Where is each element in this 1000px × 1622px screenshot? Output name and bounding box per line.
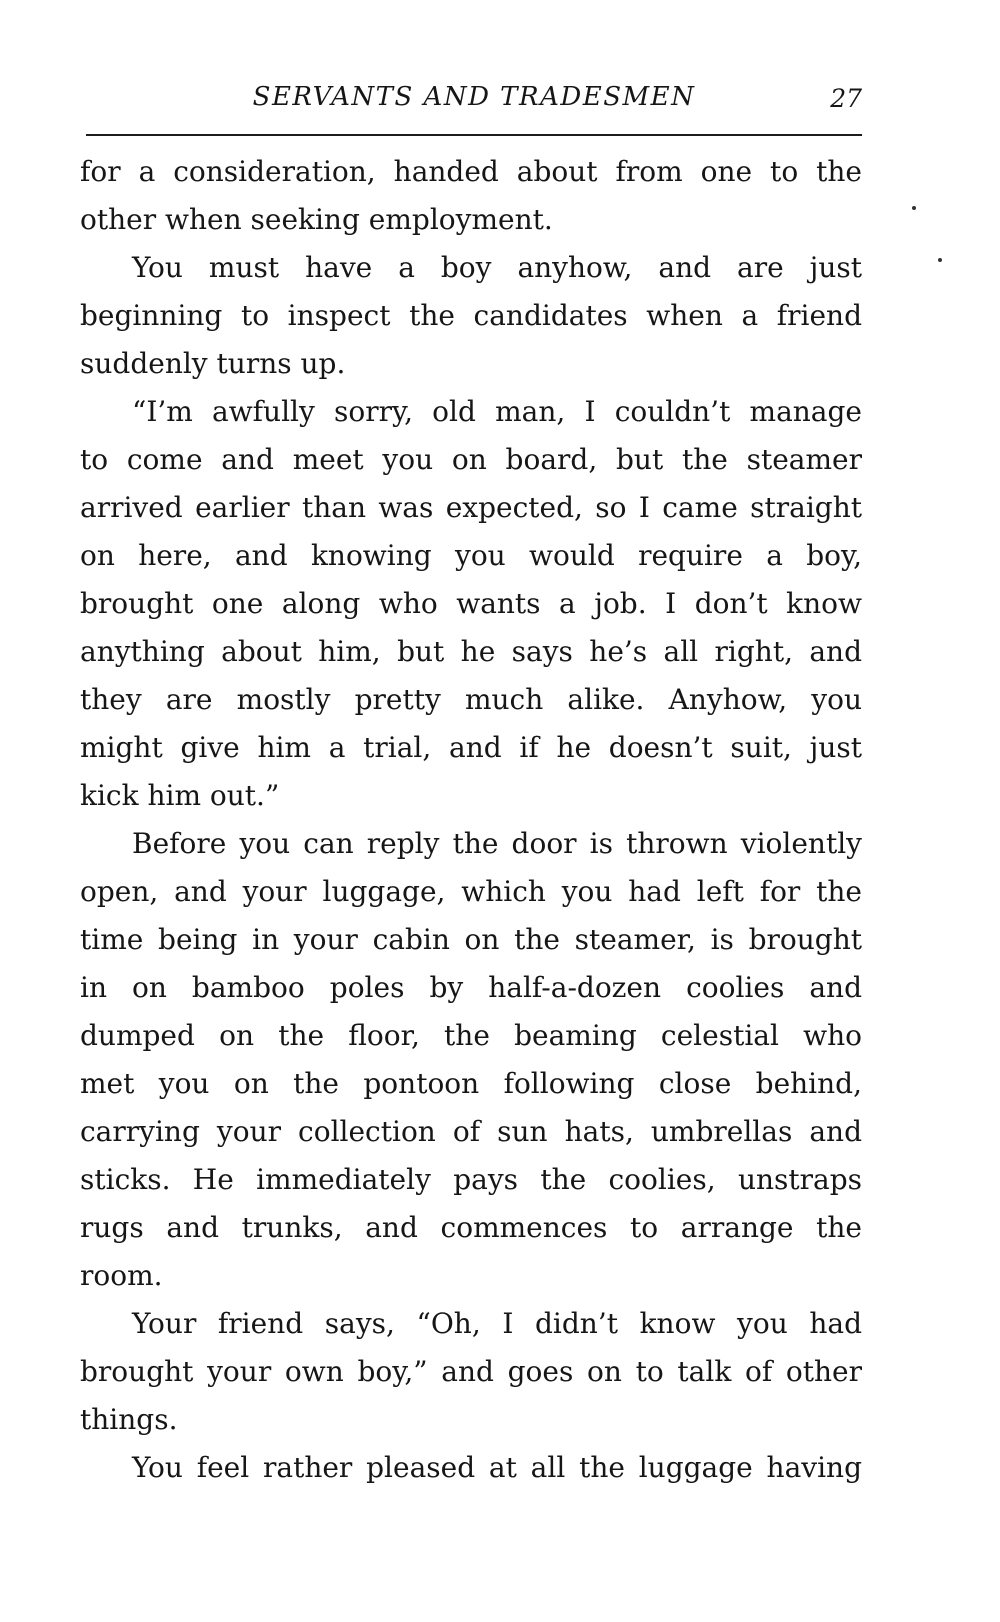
page-number: 27 [830, 84, 862, 113]
text-line: in on bamboo poles by half-a-dozen coolies and [80, 971, 862, 1004]
text-line: they are mostly pretty much alike. Anyhow, you [80, 683, 862, 716]
text-line: dumped on the floor, the beaming celestial who [80, 1019, 862, 1052]
text-line: might give him a trial, and if he doesn’t suit, just [80, 731, 862, 764]
text-line: room. [80, 1259, 163, 1292]
text-line: for a consideration, handed about from one to the [80, 155, 862, 188]
running-title: SERVANTS AND TRADESMEN [252, 82, 696, 112]
text-line: arrived earlier than was expected, so I came straight [80, 491, 862, 524]
ink-speck [938, 258, 942, 262]
text-line: rugs and trunks, and commences to arrange the [80, 1211, 862, 1244]
text-line: to come and meet you on board, but the steamer [80, 443, 862, 476]
text-line: suddenly turns up. [80, 347, 346, 380]
text-line: things. [80, 1403, 178, 1436]
body-text [80, 148, 862, 1492]
text-line: brought your own boy,” and goes on to talk of other [80, 1355, 862, 1388]
running-head [86, 78, 862, 122]
text-line: You feel rather pleased at all the luggage having [132, 1451, 862, 1484]
text-line: sticks. He immediately pays the coolies, unstraps [80, 1163, 862, 1196]
text-line: beginning to inspect the candidates when a friend [80, 299, 862, 332]
text-line: Before you can reply the door is thrown violently [132, 827, 862, 860]
text-line: on here, and knowing you would require a boy, [80, 539, 862, 572]
text-line: kick him out.” [80, 779, 280, 812]
text-line: You must have a boy anyhow, and are just [132, 251, 862, 284]
text-line: carrying your collection of sun hats, umbrellas and [80, 1115, 862, 1148]
text-line: anything about him, but he says he’s all right, and [80, 635, 862, 668]
text-line: open, and your luggage, which you had left for the [80, 875, 862, 908]
text-line: brought one along who wants a job. I don’t know [80, 587, 862, 620]
header-rule [86, 134, 862, 136]
text-line: “I’m awfully sorry, old man, I couldn’t manage [132, 395, 862, 428]
text-line: met you on the pontoon following close behind, [80, 1067, 862, 1100]
text-line: time being in your cabin on the steamer, is brought [80, 923, 862, 956]
text-line: other when seeking employment. [80, 203, 553, 236]
ink-speck [912, 206, 916, 210]
text-line: Your friend says, “Oh, I didn’t know you had [132, 1307, 862, 1340]
